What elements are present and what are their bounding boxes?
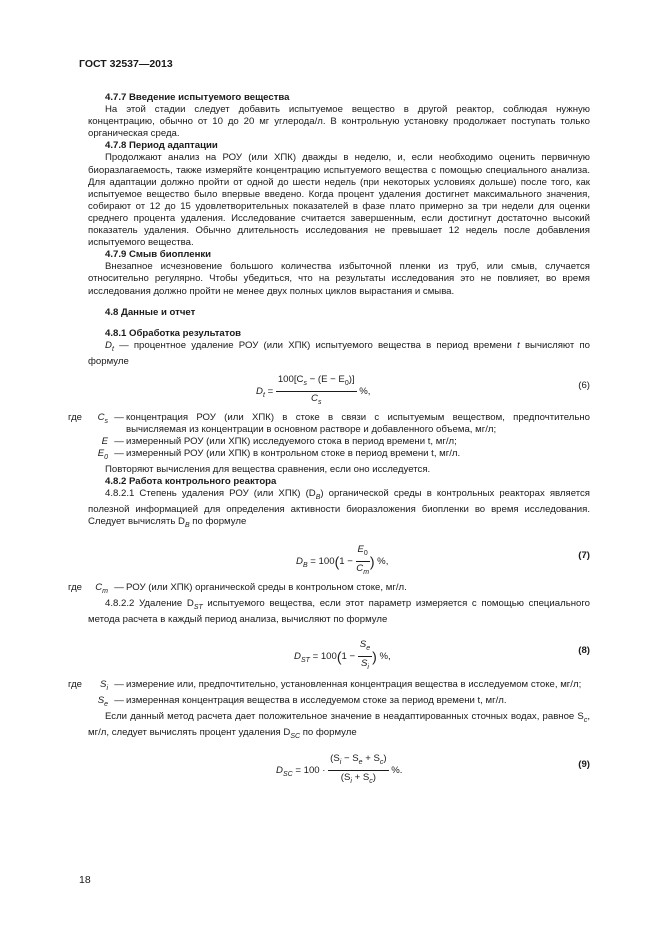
definitions-4-8-2 [68,678,590,711]
definition-text: измерение или, предпочтительно, установленная концентрация вещества в исследуемом стоке, мг/л; [126,678,582,690]
equation-number-6: (6) [578,379,590,391]
section-heading-4-7-9: 4.7.9 Смыв биопленки [105,249,212,261]
page-number: 18 [79,874,91,886]
definition-text: измеренный РОУ (или ХПК) в контрольном стоке в период времени t, мг/л. [126,448,461,460]
equation-number-8: (8) [578,644,590,656]
definition-row: $S_e$ — измеренная концентрация вещества в исследуемом стоке за период времени t, мг/л. [88,695,590,711]
equation-number-9: (9) [578,758,590,770]
formula-8: $D_{ST} = 100(1$ − $\frac{S_e}{S_i}$ ) %, (8) [294,638,590,671]
paragraph-4-8-2-2: 4.8.2.2 Удаление $D_{ST}$ испытуемого вещества, если этот параметр измеряется с помощью специального метода расчета в каждый период анализа, вычисляют по формуле [88,598,590,626]
definition-row: где $C_s$ — концентрация РОУ (или ХПК) в стоке в связи с испытуемым веществом, предпочтительно вычисляемая из концентрации в основном растворе и добавленного объема, мг/л; [68,411,590,435]
section-heading-4-7-8: 4.7.8 Период адаптации [105,140,218,152]
section-heading-4-8: 4.8 Данные и отчет [105,306,196,318]
formula-6: $D_t$ = $\frac{100[C_s - (E - E_0)]}{C_s}$ %, (6) [256,373,590,406]
document-body [68,92,591,789]
document-header: ГОСТ 32537—2013 [79,58,173,70]
definition-text: измеренная концентрация вещества в исследуемом стоке за период времени t, мг/л. [126,694,507,706]
definition-row: $E_0$ — измеренный РОУ (или ХПК) в контрольном стоке в период времени t, мг/л. [88,448,590,464]
formula-9: $D_{SC} = 100$ · $\frac{(S_i - S_e + S_c)}{(S_i + S_c)}$ %. (9) [276,752,590,785]
section-heading-4-8-1: 4.8.1 Обработка результатов [105,327,242,339]
definition-text: концентрация РОУ (или ХПК) в стоке в связи с испытуемым веществом, предпочтительно вычисляемая из концентрации в основном растворе и добавленного объема, мг/л; [126,411,590,435]
definition-row: где $S_i$ — измерение или, предпочтительно, установленная концентрация вещества в исследуемом стоке, мг/л; [88,679,590,695]
paragraph-4-8-2-3: Если данный метод расчета дает положительное значение в неадаптированных сточных водах, равное $S_c$, мг/л, следует вычислять процент удаления $D_{SC}$ по формуле [88,710,590,740]
paragraph-4-8-2-1: 4.8.2.1 Степень удаления РОУ (или ХПК) $(D_B)$ органической среды в контрольных реакторах является полезной информацией для определения активности биоразложения биопленки во время исследования. Следует вычислять $D_B$ по формуле [88,488,591,530]
equation-number-7: (7) [578,550,590,562]
definitions-4-8-1 [68,411,590,464]
definition-row: E — измеренный РОУ (или ХПК) исследуемого стока в период времени t, мг/л; [88,436,590,448]
paragraph-4-7-9: Внезапное исчезновение большого количества избыточной пленки из труб, или смыв, случается относительно регулярно. Чтобы убедиться, что на результаты исследования это не повлияет, во время исследования должно пройти не менее двух полных циклов вырастания и смыва. [88,261,590,297]
paragraph-4-7-8: Продолжают анализ на РОУ (или ХПК) дважды в неделю, и, если необходимо оценить первичную биоразлагаемость, также измеряйте концентрацию испытуемого вещества с помощью специального анализа. Для адаптации должно пройти от одной до шести недель (при некоторых условиях дольше) после того, как испытуемое вещество было впервые введено. Когда процент удаления достигнет максимального значения, собирают от 12 до 15 удовлетворительных показателей в фазе плато примерно за три недели для оценки среднего процента удаления. Исследование считается завершенным, если достигнут достаточно высокий показатель удаления. Обычно длительность исследования не превышает 12 недель после добавления испытуемого вещества. [88,152,590,249]
section-heading-4-7-7: 4.7.7 Введение испытуемого вещества [105,92,290,103]
definition-text: измеренный РОУ (или ХПК) исследуемого стока в период времени t, мг/л; [126,436,457,448]
paragraph-repeat-calc: Повторяют вычисления для вещества сравнения, если оно исследуется. [105,464,431,476]
formula-7: $D_B = 100(1$ − $\frac{E_0}{C_m}$ ) %, (7) [296,544,590,577]
paragraph-4-7-7: На этой стадии следует добавить испытуемое вещество в другой реактор, соблюдая нужную концентрацию, обычно от 10 до 20 мг углерода/л. В контрольную установку продолжает поступать только органическая среда. [88,104,590,140]
definition-cm: где $C_m$ — РОУ (или ХПК) органической среды в контрольном стоке, мг/л. [68,582,407,596]
section-heading-4-8-2: 4.8.2 Работа контрольного реактора [105,476,277,488]
paragraph-4-8-1-intro: $D_t$ — процентное удаление РОУ (или ХПК) испытуемого вещества в период времени t вычисляют по формуле [88,339,590,367]
